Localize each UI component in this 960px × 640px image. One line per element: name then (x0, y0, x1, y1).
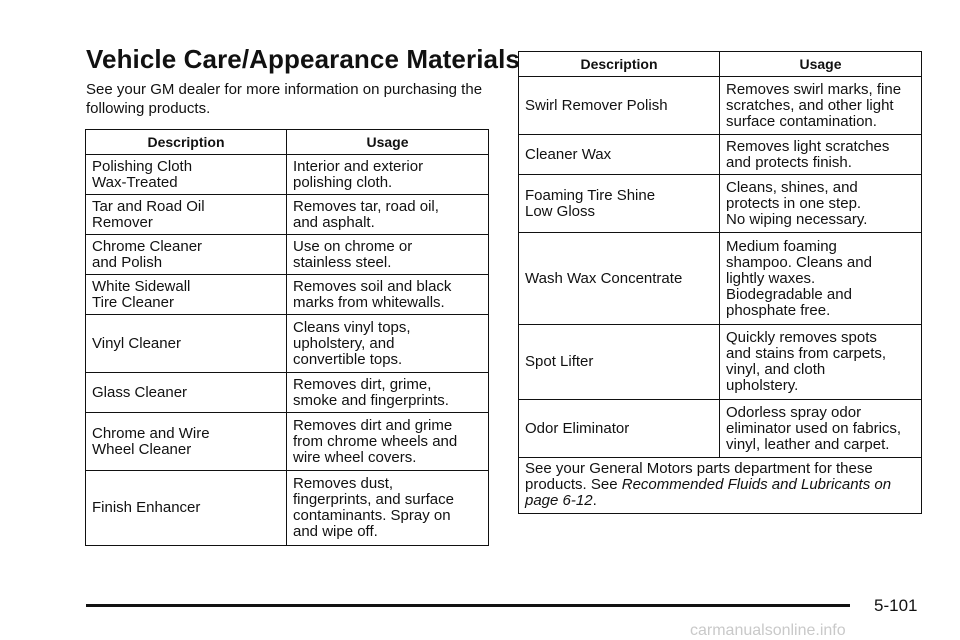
cell-description: Cleaner Wax (519, 135, 720, 175)
cell-description: White Sidewall Tire Cleaner (86, 275, 287, 315)
cell-description: Swirl Remover Polish (519, 77, 720, 135)
cell-usage: Removes tar, road oil, and asphalt. (287, 195, 489, 235)
note-reference-link[interactable]: Recommended Fluids and Lubricants on page 6-12 (525, 476, 892, 509)
footer-rule (86, 604, 850, 607)
cell-usage: Removes dust, fingerprints, and surface contaminants. Spray on and wipe off. (287, 471, 489, 546)
cell-usage: Cleans, shines, and protects in one step. No wiping necessary. (720, 175, 922, 233)
column-header-description: Description (519, 52, 720, 77)
cell-usage: Odorless spray odor eliminator used on fabrics, vinyl, leather and carpet. (720, 400, 922, 458)
table-header-row (519, 52, 922, 77)
cell-usage: Quickly removes spots and stains from carpets, vinyl, and cloth upholstery. (720, 325, 922, 400)
cell-usage: Cleans vinyl tops, upholstery, and convertible tops. (287, 315, 489, 373)
note-text: See your General Motors parts department for these products. See (525, 460, 873, 493)
cell-usage: Removes light scratches and protects finish. (720, 135, 922, 175)
table-header-row (86, 130, 489, 155)
page-title: Vehicle Care/Appearance Materials (86, 44, 520, 74)
cell-description: Vinyl Cleaner (86, 315, 287, 373)
table-row (86, 315, 489, 373)
cell-usage: Interior and exterior polishing cloth. (287, 155, 489, 195)
cell-usage: Removes dirt and grime from chrome wheels and wire wheel covers. (287, 413, 489, 471)
cell-description: Chrome and Wire Wheel Cleaner (86, 413, 287, 471)
table-row (519, 77, 922, 135)
table-row (519, 233, 922, 325)
table-row (86, 235, 489, 275)
cell-description: Tar and Road Oil Remover (86, 195, 287, 235)
table-row (519, 325, 922, 400)
cell-description: Polishing Cloth Wax-Treated (86, 155, 287, 195)
table-row (86, 275, 489, 315)
cell-usage: Removes soil and black marks from whitewalls. (287, 275, 489, 315)
materials-table-right (518, 51, 922, 514)
cell-description: Wash Wax Concentrate (519, 233, 720, 325)
cell-usage: Use on chrome or stainless steel. (287, 235, 489, 275)
table-row (86, 195, 489, 235)
column-header-description: Description (86, 130, 287, 155)
table-row (86, 413, 489, 471)
cell-description: Spot Lifter (519, 325, 720, 400)
cell-description: Foaming Tire Shine Low Gloss (519, 175, 720, 233)
table-note (519, 458, 922, 514)
column-header-usage: Usage (287, 130, 489, 155)
cell-usage: Removes dirt, grime, smoke and fingerprints. (287, 373, 489, 413)
table-row (86, 373, 489, 413)
note-end: . (592, 492, 597, 509)
table-row (86, 155, 489, 195)
materials-table-left (85, 129, 489, 546)
intro-text: See your GM dealer for more information on purchasing the following products. (86, 81, 483, 117)
watermark: carmanualsonline.info (690, 622, 846, 639)
cell-description: Glass Cleaner (86, 373, 287, 413)
table-row (86, 471, 489, 546)
cell-description: Chrome Cleaner and Polish (86, 235, 287, 275)
cell-description: Odor Eliminator (519, 400, 720, 458)
cell-usage: Removes swirl marks, fine scratches, and other light surface contamination. (720, 77, 922, 135)
table-row (519, 400, 922, 458)
table-row (519, 175, 922, 233)
cell-description: Finish Enhancer (86, 471, 287, 546)
table-note-row (519, 458, 922, 514)
cell-usage: Medium foaming shampoo. Cleans and lightly waxes. Biodegradable and phosphate free. (720, 233, 922, 325)
page-number: 5-101 (874, 596, 918, 615)
column-header-usage: Usage (720, 52, 922, 77)
table-row (519, 135, 922, 175)
